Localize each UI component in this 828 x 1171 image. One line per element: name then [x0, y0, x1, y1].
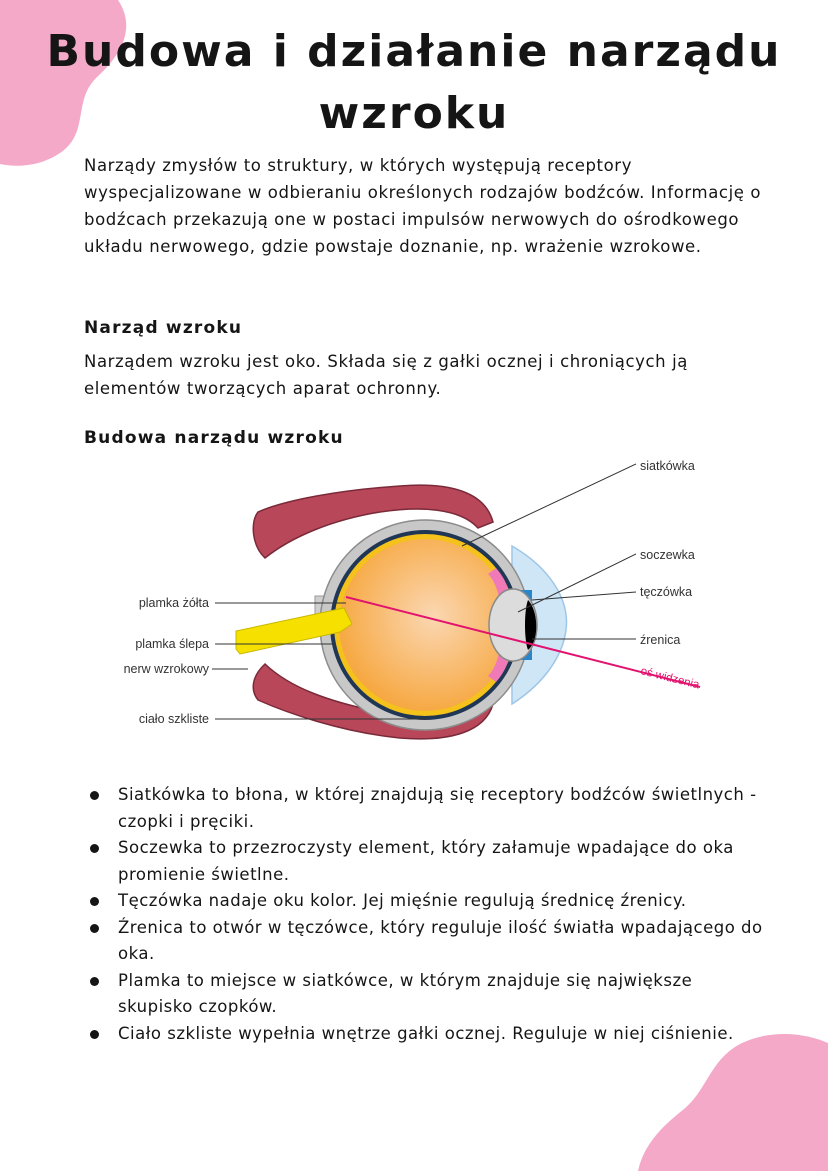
list-item: Soczewka to przezroczysty element, który załamuje wpadające do oka promienie świetlne.	[84, 835, 764, 888]
eye-diagram	[100, 450, 720, 780]
label-plamka-slepa: plamka ślepa	[135, 637, 209, 651]
section-text-organ: Narządem wzroku jest oko. Składa się z gałki ocznej i chroniących ją elementów tworzących aparat ochronny.	[84, 352, 688, 398]
label-plamka-zolta: plamka żółta	[138, 596, 209, 610]
label-os-widzenia: oś widzenia	[639, 665, 701, 692]
label-siatkowka: siatkówka	[640, 459, 695, 473]
corner-blob-bottom-right	[638, 1031, 828, 1171]
page-title-line-1: Budowa i działanie narządu	[46, 26, 782, 77]
label-nerw-wzrokowy: nerw wzrokowy	[123, 662, 209, 676]
section-heading-structure: Budowa narządu wzroku	[84, 428, 344, 448]
page-title-line-2: wzroku	[318, 88, 510, 139]
label-cialo-szkliste: ciało szkliste	[138, 712, 209, 726]
intro-paragraph: Narządy zmysłów to struktury, w których występują receptory wyspecjalizowane w odbieraniu określonych rodzajów bodźców. Informację o bodźcach przekazują one w postaci impulsów nerwowych do ośrodkowego układu nerwowego, gdzie powstaje doznanie, np. wrażenie wzrokowe.	[84, 156, 762, 256]
bullet-list	[84, 782, 764, 1047]
label-zrenica: źrenica	[640, 633, 681, 647]
leader-siatkowka	[462, 464, 636, 546]
list-item: Tęczówka nadaje oku kolor. Jej mięśnie regulują średnicę źrenicy.	[84, 888, 764, 915]
list-item: Źrenica to otwór w tęczówce, który reguluje ilość światła wpadającego do oka.	[84, 915, 764, 968]
list-item: Ciało szkliste wypełnia wnętrze gałki ocznej. Reguluje w niej ciśnienie.	[84, 1021, 764, 1048]
label-teczowka: tęczówka	[640, 585, 693, 599]
label-soczewka: soczewka	[640, 548, 695, 562]
list-item: Plamka to miejsce w siatkówce, w którym znajduje się największe skupisko czopków.	[84, 968, 764, 1021]
vitreous-body	[339, 539, 511, 711]
section-heading-organ: Narząd wzroku	[84, 318, 243, 338]
list-item: Siatkówka to błona, w której znajdują się receptory bodźców świetlnych - czopki i pręciki.	[84, 782, 764, 835]
